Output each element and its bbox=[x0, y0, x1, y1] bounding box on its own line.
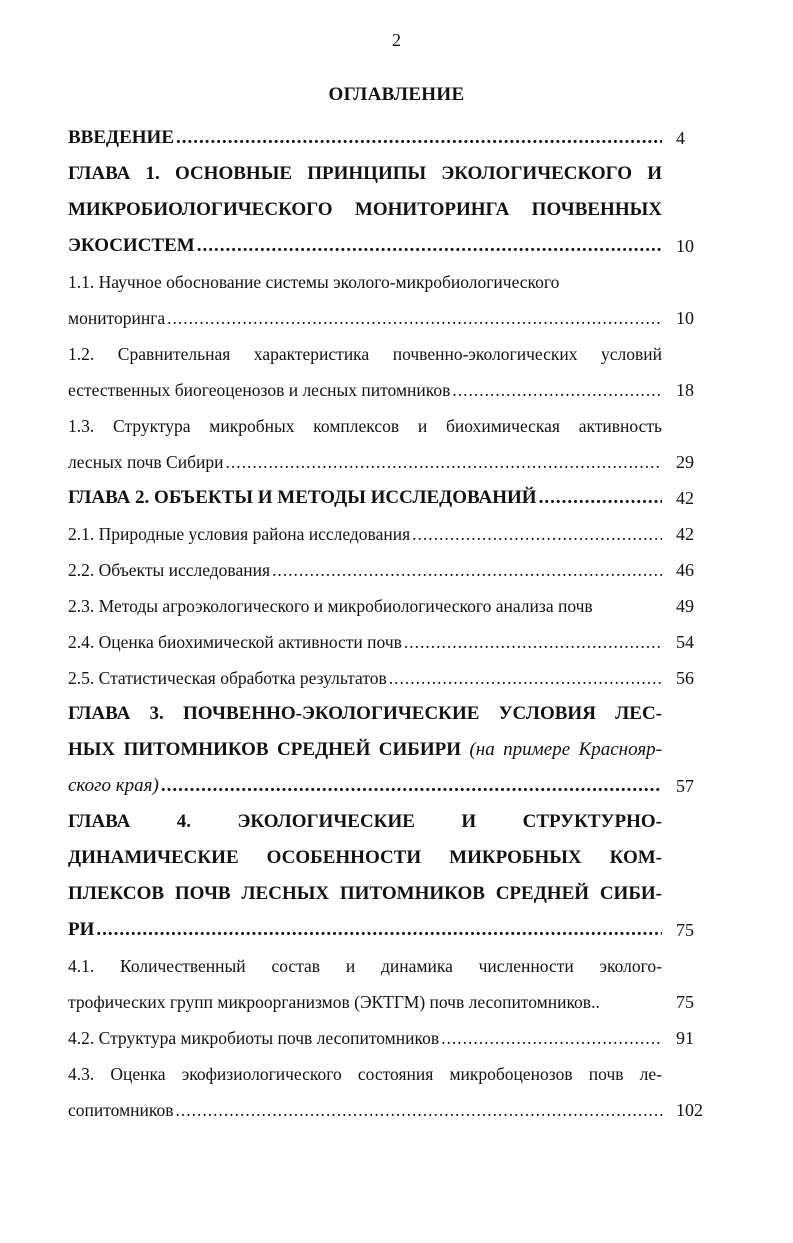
toc-page: 42 bbox=[676, 488, 694, 508]
toc-entry-chapter-4[interactable]: ГЛАВА 4. ЭКОЛОГИЧЕСКИЕ И СТРУКТУРНО- ДИНАМИЧЕСКИЕ ОСОБЕННОСТИ МИКРОБНЫХ КОМ- ПЛЕКСОВ ПОЧВ ЛЕСНЫХ ПИТОМНИКОВ СРЕДНЕЙ СИБИ- РИ ..... 75 bbox=[68, 804, 728, 948]
toc-entry-introduction[interactable]: ВВЕДЕНИЕ ..... 4 bbox=[68, 120, 728, 156]
toc-page: 42 bbox=[676, 524, 694, 544]
toc-page: 54 bbox=[676, 632, 694, 652]
toc-page: 102 bbox=[676, 1100, 703, 1120]
toc-entry-1-2[interactable]: 1.2. Сравнительная характеристика почвенно-экологических условий естественных биогеоценозов и лесных питомников ..... 18 bbox=[68, 336, 728, 408]
table-of-contents bbox=[68, 120, 728, 1128]
toc-page: 75 bbox=[676, 920, 694, 940]
toc-page: 49 bbox=[676, 596, 694, 616]
toc-entry-2-2[interactable]: 2.2. Объекты исследования ..... 46 bbox=[68, 552, 728, 588]
toc-entry-2-1[interactable]: 2.1. Природные условия района исследования ..... 42 bbox=[68, 516, 728, 552]
toc-entry-chapter-2[interactable]: ГЛАВА 2. ОБЪЕКТЫ И МЕТОДЫ ИССЛЕДОВАНИЙ ..... 42 bbox=[68, 480, 728, 516]
toc-entry-2-4[interactable]: 2.4. Оценка биохимической активности почв ..... 54 bbox=[68, 624, 728, 660]
toc-entry-4-2[interactable]: 4.2. Структура микробиоты почв лесопитомников ..... 91 bbox=[68, 1020, 728, 1056]
toc-entry-2-3[interactable]: 2.3. Методы агроэкологического и микробиологического анализа почв 49 bbox=[68, 588, 728, 624]
toc-page: 18 bbox=[676, 380, 694, 400]
toc-page: 46 bbox=[676, 560, 694, 580]
toc-page: 4 bbox=[676, 128, 685, 148]
toc-entry-chapter-3[interactable]: ГЛАВА 3. ПОЧВЕННО-ЭКОЛОГИЧЕСКИЕ УСЛОВИЯ ЛЕС- НЫХ ПИТОМНИКОВ СРЕДНЕЙ СИБИРИ (на примере Краснояр- ского края) ..... 57 bbox=[68, 696, 728, 804]
chapter-3-note: (на примере Краснояр- bbox=[469, 739, 662, 760]
toc-page: 75 bbox=[676, 992, 694, 1012]
toc-entry-2-5[interactable]: 2.5. Статистическая обработка результатов ..... 56 bbox=[68, 660, 728, 696]
toc-page: 57 bbox=[676, 776, 694, 796]
toc-page: 10 bbox=[676, 236, 694, 256]
toc-entry-1-1[interactable]: 1.1. Научное обоснование системы эколого-микробиологического мониторинга ..... 10 bbox=[68, 264, 728, 336]
toc-entry-1-3[interactable]: 1.3. Структура микробных комплексов и биохимическая активность лесных почв Сибири ..... 29 bbox=[68, 408, 728, 480]
toc-title: ОГЛАВЛЕНИЕ bbox=[328, 84, 465, 105]
toc-entry-chapter-1[interactable]: ГЛАВА 1. ОСНОВНЫЕ ПРИНЦИПЫ ЭКОЛОГИЧЕСКОГО И МИКРОБИОЛОГИЧЕСКОГО МОНИТОРИНГА ПОЧВЕННЫХ ЭКОСИСТЕМ ..... 10 bbox=[68, 156, 728, 264]
toc-page: 56 bbox=[676, 668, 694, 688]
toc-page: 10 bbox=[676, 308, 694, 328]
toc-entry-4-3[interactable]: 4.3. Оценка экофизиологического состояния микробоценозов почв ле- сопитомников ..... 102 bbox=[68, 1056, 728, 1128]
page-number: 2 bbox=[392, 30, 401, 50]
toc-page: 29 bbox=[676, 452, 694, 472]
toc-page: 91 bbox=[676, 1028, 694, 1048]
toc-entry-4-1[interactable]: 4.1. Количественный состав и динамика численности эколого- трофических групп микроорганизмов (ЭКТГМ) почв лесопитомников.. 75 bbox=[68, 948, 728, 1020]
